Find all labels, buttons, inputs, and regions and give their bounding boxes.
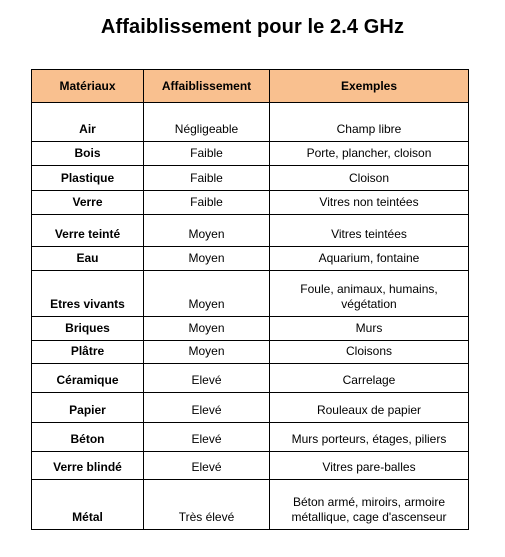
examples-cell [270,452,469,480]
examples-cell [270,215,469,247]
examples-cell [270,364,469,393]
table-row [32,103,469,142]
material-cell: Verre teinté [32,215,144,247]
attenuation-table [31,69,469,530]
examples-text: Porte, plancher, cloison [306,146,432,160]
table-header-row [32,70,469,103]
attenuation-cell: Elevé [144,393,270,423]
examples-cell [270,480,469,530]
examples-cell [270,271,469,317]
table-row [32,191,469,215]
page-title: Affaiblissement pour le 2.4 GHz [100,16,405,38]
examples-cell [270,103,469,142]
material-cell: Béton [32,423,144,452]
table-row [32,215,469,247]
material-cell: Plâtre [32,341,144,364]
examples-text: Vitres non teintées [319,195,419,209]
material-cell: Bois [32,142,144,166]
column-header-examples: Exemples [270,70,469,103]
examples-text: Carrelage [342,373,396,387]
examples-text: Vitres teintées [331,227,407,241]
table-row [32,247,469,271]
table-row [32,480,469,530]
material-cell: Etres vivants [32,271,144,317]
table-row [32,341,469,364]
table-row [32,364,469,393]
attenuation-cell: Faible [144,166,270,191]
examples-cell [270,423,469,452]
examples-cell [270,142,469,166]
examples-cell [270,317,469,341]
table-row [32,452,469,480]
examples-cell [270,341,469,364]
attenuation-cell: Elevé [144,452,270,480]
attenuation-cell: Très élevé [144,480,270,530]
examples-text: Foule, animaux, humains, végétation [300,282,438,311]
attenuation-cell: Faible [144,142,270,166]
attenuation-cell: Moyen [144,247,270,271]
material-cell: Papier [32,393,144,423]
table-row [32,393,469,423]
column-header-attenuation: Affaiblissement [144,70,270,103]
attenuation-cell: Moyen [144,317,270,341]
examples-text: Béton armé, miroirs, armoire [292,495,446,509]
examples-cell [270,247,469,271]
attenuation-cell: Elevé [144,364,270,393]
table-row [32,271,469,317]
examples-text: Vitres pare-balles [322,460,416,474]
attenuation-cell: Moyen [144,271,270,317]
material-cell: Eau [32,247,144,271]
column-header-materials: Matériaux [32,70,144,103]
examples-cell [270,191,469,215]
attenuation-cell: Moyen [144,341,270,364]
examples-text: Champ libre [336,122,402,136]
examples-text: Murs porteurs, étages, piliers [291,432,447,446]
attenuation-cell: Faible [144,191,270,215]
attenuation-cell: Elevé [144,423,270,452]
table-body [32,103,469,530]
examples-cell [270,166,469,191]
attenuation-cell: Négligeable [144,103,270,142]
examples-text: Aquarium, fontaine [318,251,420,265]
table-row [32,423,469,452]
examples-text: métallique, cage d'ascenseur [291,510,447,524]
material-cell: Air [32,103,144,142]
material-cell: Plastique [32,166,144,191]
material-cell: Verre [32,191,144,215]
examples-cell [270,393,469,423]
table-row [32,166,469,191]
attenuation-cell: Moyen [144,215,270,247]
material-cell: Verre blindé [32,452,144,480]
material-cell: Métal [32,480,144,530]
examples-text: Rouleaux de papier [316,403,422,417]
examples-text: Cloisons [345,344,393,358]
table-row [32,142,469,166]
material-cell: Briques [32,317,144,341]
material-cell: Céramique [32,364,144,393]
table-row [32,317,469,341]
examples-text: Cloison [348,171,390,185]
examples-text: Murs [355,321,383,335]
